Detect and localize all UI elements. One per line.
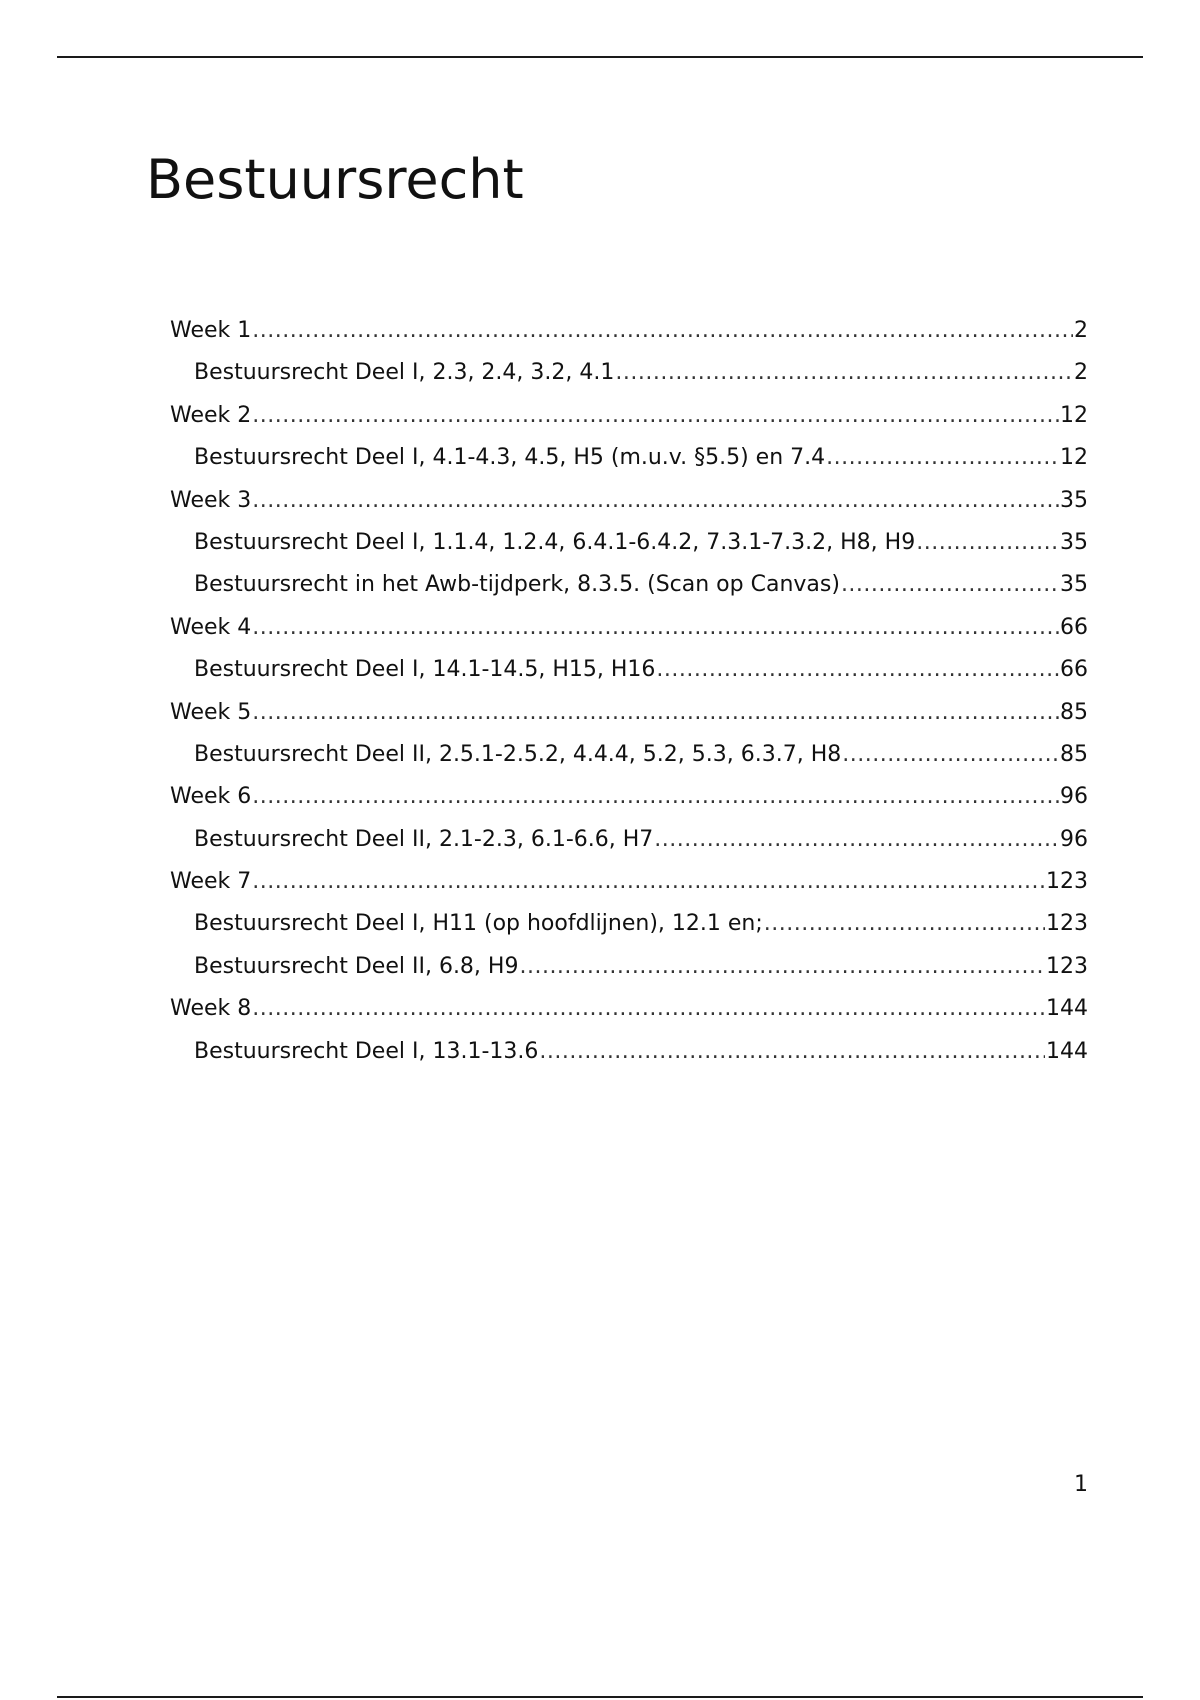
toc-entry-label: Bestuursrecht Deel I, 4.1-4.3, 4.5, H5 (m.u.v. §5.5) en 7.4 bbox=[194, 445, 826, 471]
toc-entry-week-6[interactable] bbox=[170, 776, 1088, 818]
toc-leader-dots bbox=[615, 352, 1073, 394]
toc-entry-week-8-reading[interactable] bbox=[170, 1031, 1088, 1073]
toc-entry-week-4-reading[interactable] bbox=[170, 649, 1088, 691]
toc-entry-week-2[interactable] bbox=[170, 395, 1088, 437]
toc-entry-page: 85 bbox=[1060, 741, 1088, 767]
toc-entry-week-1[interactable] bbox=[170, 310, 1088, 352]
toc-entry-week-5[interactable] bbox=[170, 692, 1088, 734]
toc-entry-week-6-reading[interactable] bbox=[170, 819, 1088, 861]
toc-leader-dots bbox=[842, 734, 1059, 776]
toc-entry-label: Bestuursrecht Deel II, 2.5.1-2.5.2, 4.4.4, 5.2, 5.3, 6.3.7, H8 bbox=[194, 741, 842, 767]
toc-entry-page: 123 bbox=[1046, 953, 1088, 979]
toc-entry-label: Bestuursrecht Deel II, 2.1-2.3, 6.1-6.6, H7 bbox=[194, 826, 654, 852]
toc-entry-page: 85 bbox=[1060, 699, 1088, 725]
toc-entry-label: Bestuursrecht Deel I, 2.3, 2.4, 3.2, 4.1 bbox=[194, 360, 615, 386]
toc-entry-week-3-reading-1[interactable] bbox=[170, 522, 1088, 564]
toc-entry-page: 96 bbox=[1060, 784, 1088, 810]
toc-entry-page: 66 bbox=[1060, 614, 1088, 640]
toc-entry-week-3-reading-2[interactable] bbox=[170, 564, 1088, 606]
toc-entry-page: 144 bbox=[1046, 1038, 1088, 1064]
toc-entry-label: Week 4 bbox=[170, 614, 252, 640]
toc-leader-dots bbox=[252, 607, 1059, 649]
toc-entry-page: 123 bbox=[1046, 869, 1088, 895]
toc-leader-dots bbox=[252, 861, 1045, 903]
toc-entry-page: 12 bbox=[1060, 445, 1088, 471]
toc-entry-week-7-reading-2[interactable] bbox=[170, 946, 1088, 988]
toc-entry-week-7[interactable] bbox=[170, 861, 1088, 903]
bottom-rule bbox=[57, 1696, 1143, 1698]
toc-leader-dots bbox=[252, 480, 1059, 522]
toc-entry-page: 35 bbox=[1060, 572, 1088, 598]
toc-entry-page: 2 bbox=[1074, 318, 1088, 343]
toc-entry-label: Bestuursrecht in het Awb-tijdperk, 8.3.5. (Scan op Canvas) bbox=[194, 572, 840, 598]
toc-leader-dots bbox=[252, 310, 1073, 352]
toc-entry-label: Week 5 bbox=[170, 699, 252, 725]
toc-leader-dots bbox=[252, 988, 1045, 1030]
toc-entry-page: 144 bbox=[1046, 996, 1088, 1022]
toc-entry-page: 35 bbox=[1060, 487, 1088, 513]
toc-leader-dots bbox=[654, 819, 1059, 861]
toc-entry-week-1-reading[interactable] bbox=[170, 352, 1088, 394]
page-number: 1 bbox=[1074, 1472, 1088, 1497]
toc-entry-week-3[interactable] bbox=[170, 480, 1088, 522]
toc-entry-label: Bestuursrecht Deel I, H11 (op hoofdlijnen), 12.1 en; bbox=[194, 911, 763, 937]
toc-entry-label: Bestuursrecht Deel I, 14.1-14.5, H15, H16 bbox=[194, 657, 656, 683]
toc-leader-dots bbox=[656, 649, 1059, 691]
toc-leader-dots bbox=[252, 776, 1059, 818]
toc-entry-week-7-reading-1[interactable] bbox=[170, 903, 1088, 945]
toc-leader-dots bbox=[539, 1031, 1045, 1073]
toc-entry-page: 2 bbox=[1074, 360, 1088, 386]
toc-entry-week-8[interactable] bbox=[170, 988, 1088, 1030]
toc-leader-dots bbox=[826, 437, 1059, 479]
toc-entry-label: Week 6 bbox=[170, 784, 252, 810]
toc-leader-dots bbox=[916, 522, 1059, 564]
toc-entry-label: Week 8 bbox=[170, 996, 252, 1022]
toc-entry-week-5-reading[interactable] bbox=[170, 734, 1088, 776]
document-title: Bestuursrecht bbox=[146, 148, 524, 211]
toc-leader-dots bbox=[252, 692, 1059, 734]
toc-entry-page: 35 bbox=[1060, 529, 1088, 555]
toc-leader-dots bbox=[764, 903, 1045, 945]
toc-entry-label: Bestuursrecht Deel II, 6.8, H9 bbox=[194, 953, 519, 979]
toc-entry-label: Bestuursrecht Deel I, 13.1-13.6 bbox=[194, 1038, 539, 1064]
toc-entry-page: 12 bbox=[1060, 402, 1088, 428]
toc-entry-week-2-reading[interactable] bbox=[170, 437, 1088, 479]
toc-leader-dots bbox=[841, 564, 1059, 606]
top-rule bbox=[57, 56, 1143, 58]
toc-entry-week-4[interactable] bbox=[170, 607, 1088, 649]
table-of-contents bbox=[170, 310, 1088, 1073]
toc-leader-dots bbox=[252, 395, 1059, 437]
toc-leader-dots bbox=[519, 946, 1045, 988]
toc-entry-label: Bestuursrecht Deel I, 1.1.4, 1.2.4, 6.4.1-6.4.2, 7.3.1-7.3.2, H8, H9 bbox=[194, 529, 916, 555]
toc-entry-label: Week 1 bbox=[170, 318, 252, 343]
toc-entry-label: Week 2 bbox=[170, 402, 252, 428]
toc-entry-label: Week 3 bbox=[170, 487, 252, 513]
toc-entry-page: 123 bbox=[1046, 911, 1088, 937]
toc-entry-label: Week 7 bbox=[170, 869, 252, 895]
toc-entry-page: 96 bbox=[1060, 826, 1088, 852]
toc-entry-page: 66 bbox=[1060, 657, 1088, 683]
